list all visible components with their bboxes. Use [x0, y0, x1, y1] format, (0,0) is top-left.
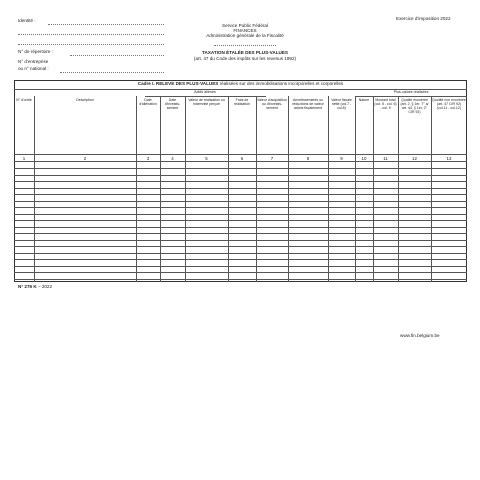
column-header-9: Valeur fiscale nette (col.7 - col.8): [331, 98, 352, 111]
cadre-title-rest: réalisées sur des immobilisations incorporelles et corporelles: [219, 81, 344, 86]
table-row-line: [14, 227, 467, 228]
column-number-4: 4: [171, 156, 174, 161]
column-divider: [328, 96, 329, 282]
repertoire-field[interactable]: [70, 55, 164, 56]
column-header-1: N° d'ordre: [16, 98, 32, 102]
exercise-label: Exercice d'imposition 2022: [396, 16, 451, 21]
column-divider: [228, 96, 229, 282]
table-row-line: [14, 233, 467, 234]
form-number: [18, 284, 52, 290]
column-header-8: Amortissements ou réductions de valeur admis fiscalement: [292, 98, 324, 111]
service-line3: Administration générale de la Fiscalité: [206, 33, 284, 38]
column-number-7: 7: [270, 156, 274, 161]
enterprise-label-2: ou n° national :: [18, 66, 49, 71]
identity-field-line3[interactable]: [18, 44, 164, 45]
column-number-9: 9: [340, 156, 343, 161]
column-divider: [373, 96, 374, 282]
column-header-13: Quotité non exonérée (art. 47 CIR 92) (col.11 - col.12): [432, 98, 466, 111]
enterprise-label-1: N° d'entreprise: [18, 59, 49, 64]
form-number-bold: N° 276 K: [18, 284, 37, 289]
group-right-divider: [355, 96, 467, 97]
website-link[interactable]: www.fin.belgium.be: [400, 333, 440, 338]
identity-label: Identité :: [18, 18, 36, 23]
column-header-4: Date d'investis-sement: [164, 98, 181, 111]
header-bottom-line: [14, 154, 467, 155]
cadre-title-bold: Cadre I. RELEVE DES PLUS-VALUES: [137, 81, 219, 86]
table-row-line: [14, 168, 467, 169]
form-title: TAXATION ÉTALÉE DES PLUS-VALUES: [202, 50, 288, 55]
cadre-title: [14, 81, 467, 87]
column-divider: [398, 96, 399, 282]
table-row-line: [14, 175, 467, 176]
table-row-line: [14, 253, 467, 254]
table-row-line: [14, 266, 467, 267]
table-row-line: [14, 201, 467, 202]
column-divider: [185, 96, 186, 282]
form-number-rest: – 2022: [37, 284, 53, 289]
column-divider: [136, 96, 137, 282]
table-row-line: [14, 279, 467, 280]
form-subtitle: (art. 47 du Code des impôts sur les revenus 1992): [193, 56, 297, 61]
column-header-3: Date d'aliénation: [139, 98, 157, 107]
table-row-line: [14, 181, 467, 182]
column-number-5: 5: [205, 156, 208, 161]
column-number-2: 2: [83, 156, 87, 161]
column-divider: [288, 96, 289, 282]
table-row-line: [14, 188, 467, 189]
column-divider: [355, 96, 356, 282]
table-row-line: [14, 214, 467, 215]
column-header-6: Frais de réalisation: [234, 98, 250, 107]
table-row-line: [14, 220, 467, 221]
column-number-13: 13: [446, 156, 452, 161]
service-line1: Service Public Fédéral: [222, 23, 268, 28]
group-left-divider: [145, 96, 266, 97]
column-divider: [256, 96, 257, 282]
column-divider: [34, 96, 35, 282]
column-divider: [160, 96, 161, 282]
group-actifs: Actifs aliénés: [194, 90, 216, 94]
column-number-6: 6: [240, 156, 244, 161]
column-divider: [431, 96, 432, 282]
table-row-line: [14, 259, 467, 260]
service-line2: FINANCES: [233, 28, 257, 33]
table-row-line: [14, 246, 467, 247]
repertoire-label: N° de répertoire :: [18, 49, 54, 54]
column-number-1: 1: [22, 156, 26, 161]
column-number-10: 10: [361, 156, 367, 161]
column-header-2: Description: [76, 98, 94, 102]
column-header-7: Valeur d'acquisition ou d'investis-sement: [257, 98, 287, 111]
column-number-line: [14, 161, 467, 162]
table-row-line: [14, 240, 467, 241]
column-header-5: Valeur de réalisation ou indemnité perçue: [188, 98, 225, 107]
column-number-12: 12: [412, 156, 417, 161]
column-header-11: Montant total (col. 5 - col. 6) - col. 9: [374, 98, 397, 111]
table-row-line: [14, 207, 467, 208]
group-plus-values: Plus-values réalisées: [393, 90, 429, 94]
column-number-8: 8: [306, 156, 310, 161]
identity-field[interactable]: [48, 24, 164, 25]
table-row-line: [14, 272, 467, 273]
table-row-line: [14, 194, 467, 195]
enterprise-field[interactable]: [60, 72, 164, 73]
column-number-3: 3: [146, 156, 150, 161]
cadre-title-divider: [14, 89, 467, 90]
column-number-11: 11: [383, 156, 388, 161]
header-divider: [214, 45, 276, 46]
column-header-12: Quotité exonérée (art. 2, § 1er, 7° a/ art. 44, § 1er, 2° CIR 92): [400, 98, 429, 115]
identity-field-line2[interactable]: [18, 34, 164, 35]
column-header-10: Nature: [358, 98, 370, 102]
